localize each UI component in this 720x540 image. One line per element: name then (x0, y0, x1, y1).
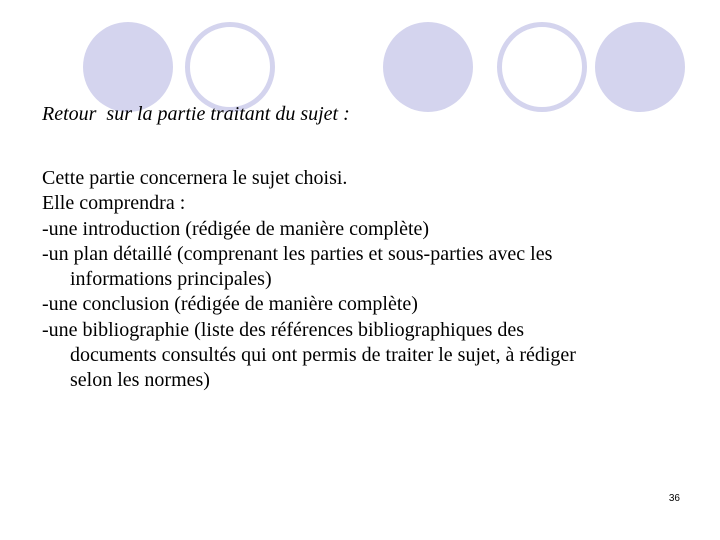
body-line-continuation: selon les normes) (70, 369, 210, 392)
page-number: 36 (668, 493, 680, 504)
body-line: -une conclusion (rédigée de manière complète) (42, 293, 418, 316)
slide-title: Retour sur la partie traitant du sujet : (42, 103, 350, 125)
body-line: -une bibliographie (liste des références bibliographiques des (42, 318, 525, 341)
body-line-continuation: informations principales) (70, 268, 272, 291)
decorative-circle-filled (383, 22, 473, 112)
decorative-circle-filled (595, 22, 685, 112)
decorative-circle-ring (497, 22, 587, 112)
body-line: Cette partie concernera le sujet choisi. (42, 167, 348, 189)
body-line: Elle comprendra : (42, 192, 186, 215)
decorative-circle-ring (185, 22, 275, 112)
decorative-circle-filled (83, 22, 173, 112)
body-line: -une introduction (rédigée de manière complète) (42, 217, 430, 240)
body-line: -un plan détaillé (comprenant les parties et sous-parties avec les (42, 242, 553, 265)
body-line-continuation: documents consultés qui ont permis de traiter le sujet, à rédiger (70, 344, 576, 367)
slide-body (42, 166, 692, 394)
